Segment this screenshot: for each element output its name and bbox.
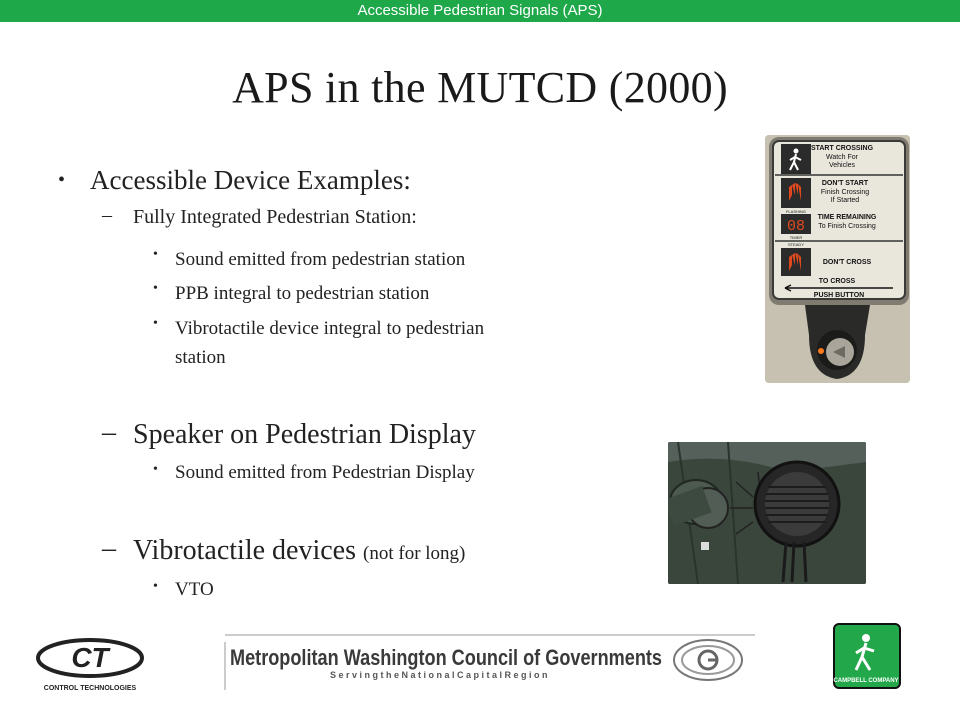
sign-to-cross-text: TO CROSS (818, 278, 856, 285)
sign-vehicles-text: Vehicles (828, 162, 856, 169)
bullet-icon: • (153, 579, 158, 594)
vibro-label: Vibrotactile devices (133, 535, 357, 566)
campbell-text: CAMPBELL COMPANY (833, 678, 899, 684)
sign-timer-label: TIMER (789, 235, 803, 240)
station-item-2: PPB integral to pedestrian station (175, 283, 430, 304)
dash-icon: – (102, 204, 112, 226)
push-button-sign-image (765, 135, 910, 383)
mwcog-seal-icon (674, 640, 742, 680)
campbell-company-logo (833, 624, 900, 688)
header-bar (0, 0, 960, 22)
vibro-item-1: VTO (175, 579, 214, 600)
bullet-icon: • (153, 247, 158, 262)
sign-if-started-text: If Started (830, 197, 860, 204)
ct-logo-text: CT (71, 642, 109, 673)
sign-dont-start-text: DON'T START (821, 180, 869, 187)
l1-heading: Accessible Device Examples: (90, 165, 411, 195)
sign-finish-text: Finish Crossing (820, 189, 870, 196)
vibro-heading (133, 535, 465, 567)
mwcog-tagline: S e r v i n g t h e N a t i o n a l C a p i t a l R e g i o n (330, 670, 548, 680)
push-button-sign-photo (765, 135, 910, 383)
mwcog-name: Metropolitan Washington Council of Governments (230, 645, 662, 670)
control-technologies-logo (38, 640, 142, 692)
station-item-3: Vibrotactile device integral to pedestrian (175, 318, 485, 339)
sign-steady-text: STEADY (787, 242, 805, 247)
bullet-icon: • (153, 281, 158, 296)
speaker-heading: Speaker on Pedestrian Display (133, 419, 476, 450)
sign-start-text: START CROSSING (810, 145, 874, 152)
station-heading: Fully Integrated Pedestrian Station: (133, 206, 417, 228)
walk-person-icon (794, 149, 799, 154)
sign-watch-text: Watch For (825, 154, 859, 161)
sign-dont-cross-text: DON'T CROSS (822, 259, 872, 266)
speaker-item-1: Sound emitted from Pedestrian Display (175, 462, 475, 483)
speaker-image (668, 442, 866, 584)
sign-time-remaining-text: TIME REMAINING (817, 214, 877, 221)
bullet-icon: • (153, 316, 158, 331)
slide-title: APS in the MUTCD (2000) (232, 63, 728, 112)
dash-icon: – (102, 533, 116, 564)
speaker-photo (668, 442, 866, 584)
bullet-icon: • (58, 169, 66, 191)
sign-to-finish-text: To Finish Crossing (818, 223, 876, 230)
footer (0, 620, 960, 720)
station-item-3-cont: station (175, 347, 226, 368)
sign-timer-digits: 08 (786, 218, 806, 235)
sign-push-button-text: PUSH BUTTON (813, 292, 865, 299)
sign-flashing-text: FLASHING (785, 209, 807, 214)
vibro-note: (not for long) (363, 543, 466, 564)
bullet-icon: • (153, 462, 158, 477)
header-bar-text: Accessible Pedestrian Signals (APS) (357, 2, 603, 19)
dash-icon: – (102, 417, 116, 448)
station-item-1: Sound emitted from pedestrian station (175, 249, 466, 270)
ct-logo-subtext: CONTROL TECHNOLOGIES (43, 685, 137, 692)
